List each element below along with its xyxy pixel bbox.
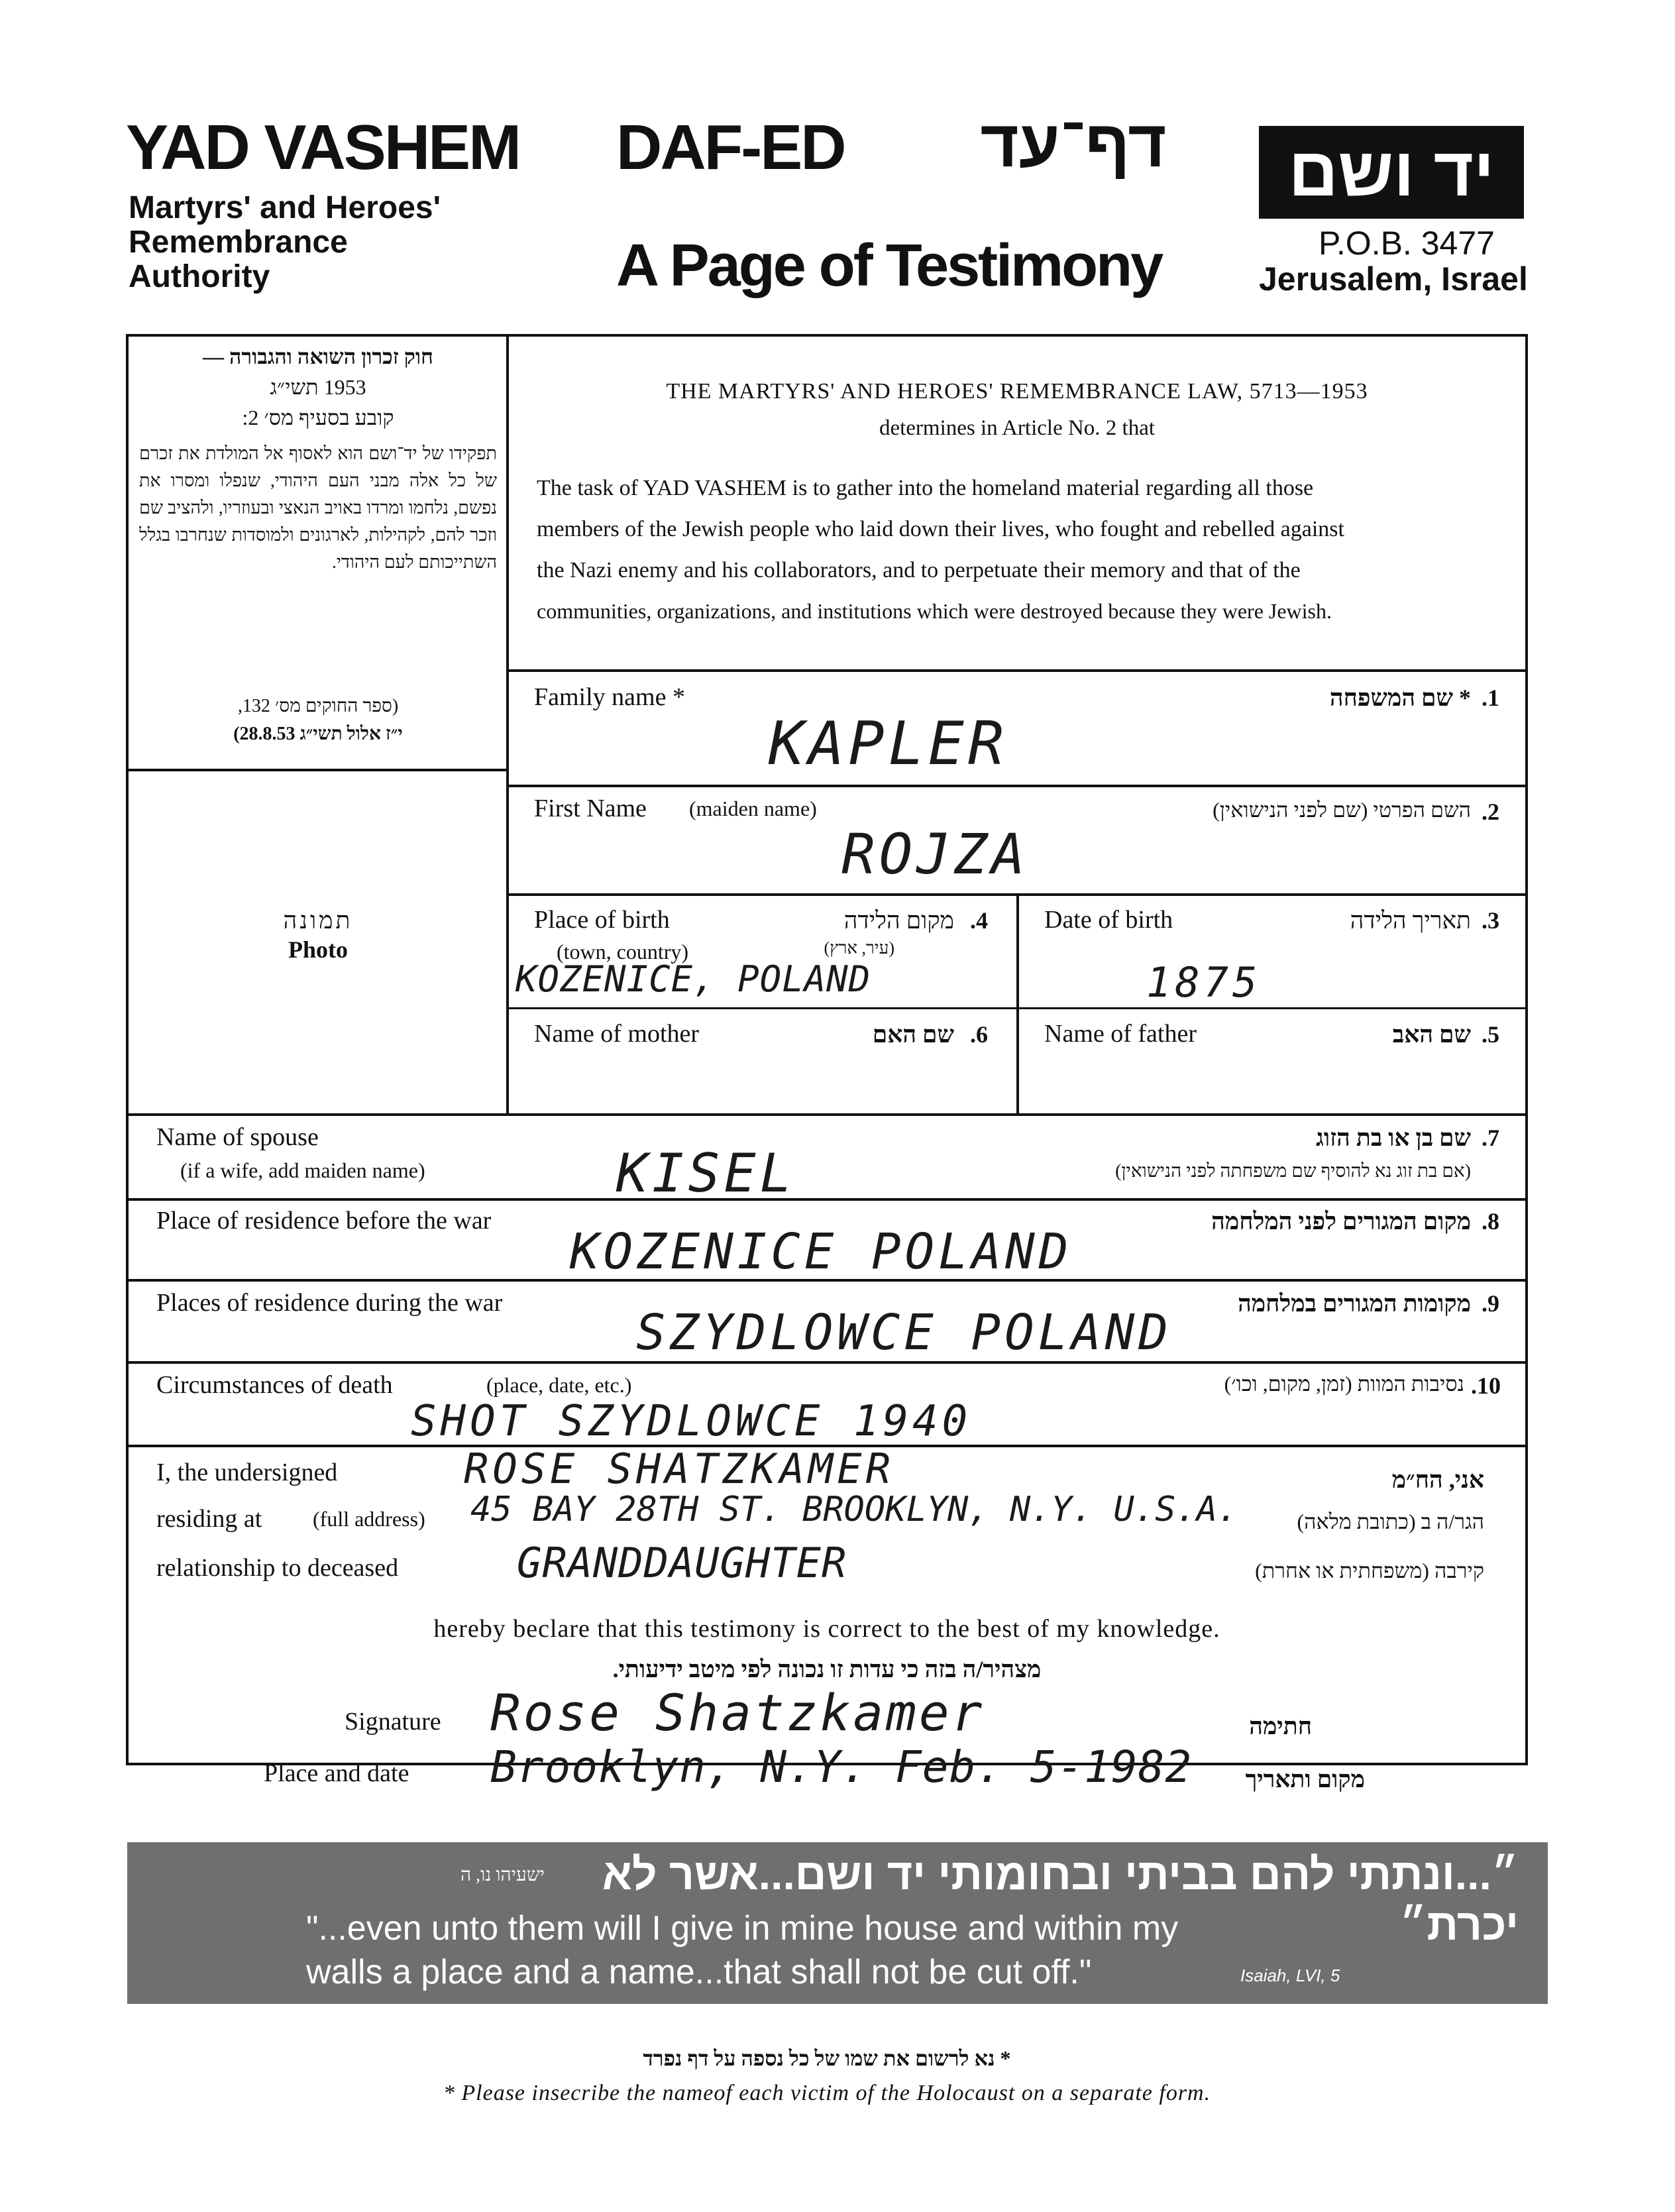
undersigned-label-hebrew: אני, הח״מ bbox=[1391, 1466, 1484, 1493]
law-title: THE MARTYRS' AND HEROES' REMEMBRANCE LAW, 5713—1953 bbox=[666, 379, 1368, 404]
law-text-line: communities, organizations, and institutions which were destroyed because they were Jewish. bbox=[537, 599, 1332, 623]
first-name-value: ROJZA bbox=[841, 822, 1029, 887]
birth-place-value: KOZENICE, POLAND bbox=[515, 958, 871, 1000]
death-circumstances-label: Circumstances of death bbox=[156, 1371, 393, 1399]
birth-date-value: 1875 bbox=[1146, 958, 1262, 1007]
signature-value: Rose Shatzkamer bbox=[490, 1683, 985, 1742]
yad-vashem-logo: יד ושם bbox=[1259, 126, 1524, 219]
divider bbox=[506, 669, 1528, 672]
mother-name-number: .6 bbox=[970, 1021, 988, 1048]
birth-date-number: .3 bbox=[1482, 907, 1499, 934]
residence-during-label-hebrew: מקומות המגורים במלחמה bbox=[1238, 1290, 1471, 1317]
birth-place-sublabel-hebrew: (עיר, ארץ) bbox=[824, 938, 894, 958]
divider bbox=[506, 334, 509, 1113]
org-subtitle-3: Authority bbox=[129, 259, 270, 294]
org-subtitle-1: Martyrs' and Heroes' bbox=[129, 190, 441, 225]
sidebar-law-hebrew-body: תפקידו של יד־ושם הוא לאסוף אל המולדת את זכרם של כל אלה מבני העם היהודי, שנפלו ומסרו את נפשם, נלחמו ומרדו באויב הנאצי ובעוזריו, ולהציב שם וזכר להם, לקהילות, לארגונים ולמוסדות שנחרבו בגלל השתייכותם לעם היהודי. bbox=[139, 443, 497, 572]
signature-label-hebrew: חתימה bbox=[1249, 1713, 1312, 1740]
form-subtitle: A Page of Testimony bbox=[616, 233, 1162, 299]
form-title-latin: DAF-ED bbox=[616, 112, 845, 183]
banner-english-reference: Isaiah, LVI, 5 bbox=[1240, 1965, 1340, 1985]
relationship-label-hebrew: קירבה (משפחתית או אחרת) bbox=[1255, 1559, 1484, 1582]
org-name: YAD VASHEM bbox=[126, 112, 520, 183]
divider bbox=[126, 1198, 1528, 1201]
father-name-number: .5 bbox=[1482, 1021, 1499, 1048]
banner-hebrew-reference: ישעיהו נו, ה bbox=[460, 1865, 545, 1885]
death-circumstances-value: SHOT SZYDLOWCE 1940 bbox=[411, 1397, 972, 1446]
scripture-banner bbox=[127, 1842, 1548, 2004]
sidebar-law-hebrew-title: חוק זכרון השואה והגבורה — bbox=[203, 345, 433, 368]
residence-during-value: SZYDLOWCE POLAND bbox=[636, 1304, 1172, 1361]
divider bbox=[1016, 893, 1019, 1113]
divider bbox=[126, 1113, 1528, 1116]
photo-label-hebrew: תמונה bbox=[283, 907, 353, 934]
form-title-hebrew: דף־עד bbox=[980, 107, 1167, 181]
spouse-name-sublabel: (if a wife, add maiden name) bbox=[180, 1158, 425, 1182]
first-name-label: First Name bbox=[534, 795, 647, 822]
footer-note: * Please insecribe the nameof each victim of the Holocaust on a separate form. bbox=[443, 2081, 1211, 2105]
birth-place-sublabel: (town, country) bbox=[557, 940, 689, 964]
address-value: 45 BAY 28TH ST. BROOKLYN, N.Y. U.S.A. bbox=[470, 1490, 1238, 1529]
law-text-line: The task of YAD VASHEM is to gather into the homeland material regarding all those bbox=[537, 476, 1314, 500]
residence-before-label-hebrew: מקום המגורים לפני המלחמה bbox=[1211, 1208, 1471, 1235]
spouse-name-number: .7 bbox=[1482, 1125, 1499, 1151]
mother-name-label: Name of mother bbox=[534, 1020, 700, 1048]
footer-note-hebrew: * נא לרשום את שמו של כל נספה על דף נפרד bbox=[643, 2046, 1011, 2070]
sidebar-law-hebrew-ref-1: (ספר החוקים מס׳ 132, bbox=[237, 696, 399, 716]
birth-place-number: .4 bbox=[970, 907, 988, 934]
residence-during-number: .9 bbox=[1482, 1290, 1499, 1317]
sidebar-law-hebrew-article: קובע בסעיף מס׳ 2: bbox=[242, 406, 394, 429]
birth-date-label: Date of birth bbox=[1044, 906, 1173, 934]
family-name-number: .1 bbox=[1482, 685, 1499, 711]
banner-hebrew-quote: ״...ונתתי להם בביתי ובחומותי יד ושם...אשר לא יכרת״ bbox=[602, 1850, 1519, 1949]
residence-before-number: .8 bbox=[1482, 1208, 1499, 1235]
divider bbox=[126, 1361, 1528, 1364]
first-name-label-hebrew: השם הפרטי (שם לפני הנישואין) bbox=[1213, 798, 1471, 822]
city: Jerusalem, Israel bbox=[1259, 260, 1528, 298]
place-date-label-hebrew: מקום ותאריך bbox=[1245, 1766, 1365, 1793]
undersigned-label: I, the undersigned bbox=[156, 1459, 338, 1486]
spouse-name-sublabel-hebrew: (אם בת זוג נא להוסיף שם משפחתה לפני הנישואין) bbox=[1115, 1161, 1471, 1182]
declaration-text: hereby beclare that this testimony is correct to the best of my knowledge. bbox=[433, 1615, 1220, 1643]
divider bbox=[126, 769, 508, 771]
family-name-label: Family name * bbox=[534, 683, 685, 711]
declaration-text-hebrew: מצהיר/ה בזה כי עדות זו נכונה לפי מיטב ידיעותי. bbox=[612, 1656, 1042, 1683]
banner-english-line: "...even unto them will I give in mine house and within my bbox=[306, 1909, 1179, 1948]
address-label: residing at bbox=[156, 1505, 262, 1533]
first-name-sublabel: (maiden name) bbox=[689, 797, 817, 820]
residence-before-value: KOZENICE POLAND bbox=[570, 1223, 1073, 1280]
birth-place-label: Place of birth bbox=[534, 906, 670, 934]
postal-box: P.O.B. 3477 bbox=[1319, 225, 1495, 262]
law-text-line: members of the Jewish people who laid down their lives, who fought and rebelled against bbox=[537, 517, 1344, 541]
address-label-hebrew: הגר/ה ב (כתובת מלאה) bbox=[1297, 1510, 1484, 1533]
death-circumstances-number: .10 bbox=[1471, 1372, 1501, 1399]
family-name-value: KAPLER bbox=[769, 709, 1008, 779]
divider bbox=[506, 785, 1528, 787]
spouse-name-value: KISEL bbox=[616, 1142, 796, 1204]
undersigned-value: ROSE SHATZKAMER bbox=[464, 1445, 894, 1493]
residence-during-label: Places of residence during the war bbox=[156, 1289, 503, 1317]
birth-place-label-hebrew: מקום הלידה bbox=[843, 907, 954, 934]
mother-name-label-hebrew: שם האם bbox=[872, 1021, 954, 1048]
signature-label: Signature bbox=[345, 1708, 441, 1736]
org-subtitle-2: Remembrance bbox=[129, 225, 348, 260]
law-subtitle: determines in Article No. 2 that bbox=[879, 416, 1156, 440]
banner-english-line: walls a place and a name...that shall not be cut off." bbox=[306, 1953, 1092, 1991]
death-circumstances-label-hebrew: נסיבות המוות (זמן, מקום, וכו׳) bbox=[1224, 1372, 1464, 1396]
photo-label: Photo bbox=[288, 936, 348, 963]
first-name-number: .2 bbox=[1482, 799, 1499, 825]
spouse-name-label-hebrew: שם בן או בת הזוג bbox=[1316, 1125, 1471, 1151]
relationship-value: GRANDDAUGHTER bbox=[517, 1539, 847, 1587]
sidebar-law-hebrew-year: 1953 תשי״ג bbox=[270, 375, 366, 399]
divider bbox=[506, 1007, 1528, 1009]
birth-date-label-hebrew: תאריך הלידה bbox=[1350, 907, 1471, 934]
law-text-line: the Nazi enemy and his collaborators, and to perpetuate their memory and that of the bbox=[537, 558, 1301, 582]
sidebar-law-hebrew-ref-2: י״ז אלול תשי״ג 28.8.53) bbox=[233, 724, 403, 744]
place-date-value: Brooklyn, N.Y. Feb. 5-1982 bbox=[490, 1742, 1193, 1793]
father-name-label: Name of father bbox=[1044, 1020, 1197, 1048]
residence-before-label: Place of residence before the war bbox=[156, 1207, 492, 1235]
address-sublabel: (full address) bbox=[313, 1507, 425, 1531]
relationship-label: relationship to deceased bbox=[156, 1554, 399, 1582]
place-date-label: Place and date bbox=[264, 1759, 409, 1787]
father-name-label-hebrew: שם האב bbox=[1392, 1021, 1471, 1048]
spouse-name-label: Name of spouse bbox=[156, 1123, 319, 1151]
family-name-label-hebrew: * שם המשפחה bbox=[1329, 685, 1471, 711]
death-circumstances-sublabel: (place, date, etc.) bbox=[486, 1373, 632, 1397]
